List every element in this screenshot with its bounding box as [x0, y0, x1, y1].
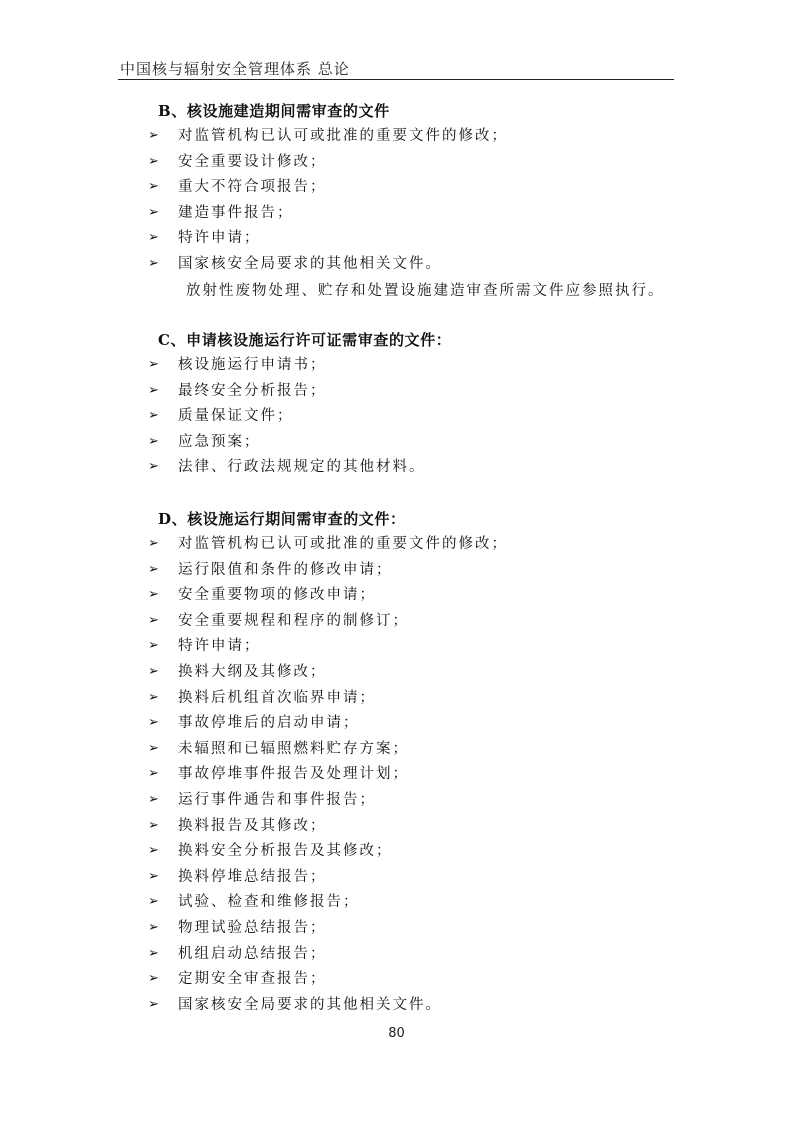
arrow-bullet-icon: ➢ — [148, 357, 161, 372]
list-item-text: 换料后机组首次临界申请； — [178, 689, 376, 706]
arrow-bullet-icon: ➢ — [148, 817, 161, 833]
list-item-text: 运行事件通告和事件报告； — [178, 791, 376, 808]
list-item — [148, 535, 508, 561]
arrow-bullet-icon: ➢ — [148, 587, 161, 603]
list-item-text: 机组启动总结报告； — [178, 945, 327, 962]
arrow-bullet-icon: ➢ — [148, 382, 161, 398]
list-item-text: 核设施运行申请书； — [178, 357, 327, 373]
section-d-list — [148, 535, 508, 1021]
arrow-bullet-icon: ➢ — [148, 255, 161, 271]
arrow-bullet-icon: ➢ — [148, 766, 161, 782]
list-item-text: 安全重要规程和程序的制修订； — [178, 612, 409, 629]
list-item — [148, 714, 508, 740]
list-item-text: 应急预案； — [178, 433, 261, 450]
list-item-text: 定期安全审查报告； — [178, 971, 327, 988]
list-item — [148, 612, 508, 638]
list-item — [148, 382, 426, 408]
section-heading: D、核设施运行期间需审查的文件： — [158, 510, 406, 528]
arrow-bullet-icon: ➢ — [148, 791, 161, 807]
list-item-text: 国家核安全局要求的其他相关文件。 — [178, 255, 442, 272]
list-item — [148, 586, 508, 612]
arrow-bullet-icon: ➢ — [148, 689, 161, 705]
list-item — [148, 127, 508, 153]
list-item-text: 试验、检查和维修报告； — [178, 894, 360, 911]
arrow-bullet-icon: ➢ — [148, 638, 161, 654]
list-item-text: 国家核安全局要求的其他相关文件。 — [178, 996, 442, 1013]
arrow-bullet-icon: ➢ — [148, 919, 161, 935]
list-item — [148, 255, 508, 281]
list-item — [148, 637, 508, 663]
arrow-bullet-icon: ➢ — [148, 715, 161, 731]
arrow-bullet-icon: ➢ — [148, 868, 161, 884]
list-item — [148, 458, 426, 484]
list-item-text: 物理试验总结报告； — [178, 919, 327, 936]
arrow-bullet-icon: ➢ — [148, 894, 161, 910]
arrow-bullet-icon: ➢ — [148, 663, 161, 679]
list-item-text: 重大不符合项报告； — [178, 179, 327, 196]
arrow-bullet-icon: ➢ — [148, 128, 161, 143]
list-item-text: 对监管机构已认可或批准的重要文件的修改； — [178, 128, 508, 144]
arrow-bullet-icon: ➢ — [148, 204, 161, 220]
arrow-bullet-icon: ➢ — [148, 612, 161, 628]
arrow-bullet-icon: ➢ — [148, 945, 161, 961]
section-b-list — [148, 127, 508, 281]
list-item-text: 换料停堆总结报告； — [178, 868, 327, 885]
section-b-note: 放射性废物处理、贮存和处置设施建造审查所需文件应参照执行。 — [186, 283, 665, 299]
list-item — [148, 791, 508, 817]
arrow-bullet-icon: ➢ — [148, 740, 161, 756]
list-item — [148, 765, 508, 791]
list-item — [148, 229, 508, 255]
list-item-text: 安全重要设计修改； — [178, 153, 327, 170]
list-item — [148, 945, 508, 971]
section-c-list — [148, 356, 426, 484]
arrow-bullet-icon: ➢ — [148, 843, 161, 859]
list-item — [148, 842, 508, 868]
arrow-bullet-icon: ➢ — [148, 996, 161, 1012]
section-heading: B、核设施建造期间需审查的文件 — [158, 102, 390, 120]
list-item-text: 最终安全分析报告； — [178, 382, 327, 399]
list-item-text: 特许申请； — [178, 230, 261, 247]
list-item-text: 换料安全分析报告及其修改； — [178, 843, 393, 860]
page-number: 80 — [388, 1026, 405, 1041]
list-item-text: 换料大纲及其修改； — [178, 663, 327, 680]
list-item-text: 法律、行政法规规定的其他材料。 — [178, 459, 426, 476]
list-item-text: 事故停堆后的启动申请； — [178, 715, 360, 732]
list-item-text: 换料报告及其修改； — [178, 817, 327, 834]
list-item — [148, 433, 426, 459]
arrow-bullet-icon: ➢ — [148, 230, 161, 246]
list-item — [148, 178, 508, 204]
list-item — [148, 356, 426, 382]
arrow-bullet-icon: ➢ — [148, 536, 161, 551]
list-item-text: 建造事件报告； — [178, 204, 294, 221]
arrow-bullet-icon: ➢ — [148, 433, 161, 449]
list-item-text: 特许申请； — [178, 638, 261, 655]
arrow-bullet-icon: ➢ — [148, 153, 161, 169]
list-item-text: 安全重要物项的修改申请； — [178, 587, 376, 604]
list-item-text: 未辐照和已辐照燃料贮存方案； — [178, 740, 409, 757]
arrow-bullet-icon: ➢ — [148, 971, 161, 987]
list-item — [148, 996, 508, 1022]
list-item — [148, 204, 508, 230]
header-rule — [118, 79, 674, 80]
section-heading: C、申请核设施运行许可证需审查的文件： — [158, 331, 452, 349]
arrow-bullet-icon: ➢ — [148, 561, 161, 577]
list-item — [148, 817, 508, 843]
list-item-text: 对监管机构已认可或批准的重要文件的修改； — [178, 536, 508, 552]
list-item-text: 质量保证文件； — [178, 408, 294, 425]
list-item — [148, 407, 426, 433]
list-item — [148, 689, 508, 715]
list-item-text: 事故停堆事件报告及处理计划； — [178, 766, 409, 783]
list-item — [148, 740, 508, 766]
arrow-bullet-icon: ➢ — [148, 408, 161, 424]
list-item — [148, 868, 508, 894]
arrow-bullet-icon: ➢ — [148, 179, 161, 195]
list-item — [148, 919, 508, 945]
list-item — [148, 153, 508, 179]
list-item-text: 运行限值和条件的修改申请； — [178, 561, 393, 578]
list-item — [148, 663, 508, 689]
list-item — [148, 893, 508, 919]
page-header-title: 中国核与辐射安全管理体系 总论 — [120, 60, 350, 78]
list-item — [148, 561, 508, 587]
arrow-bullet-icon: ➢ — [148, 459, 161, 475]
list-item — [148, 970, 508, 996]
